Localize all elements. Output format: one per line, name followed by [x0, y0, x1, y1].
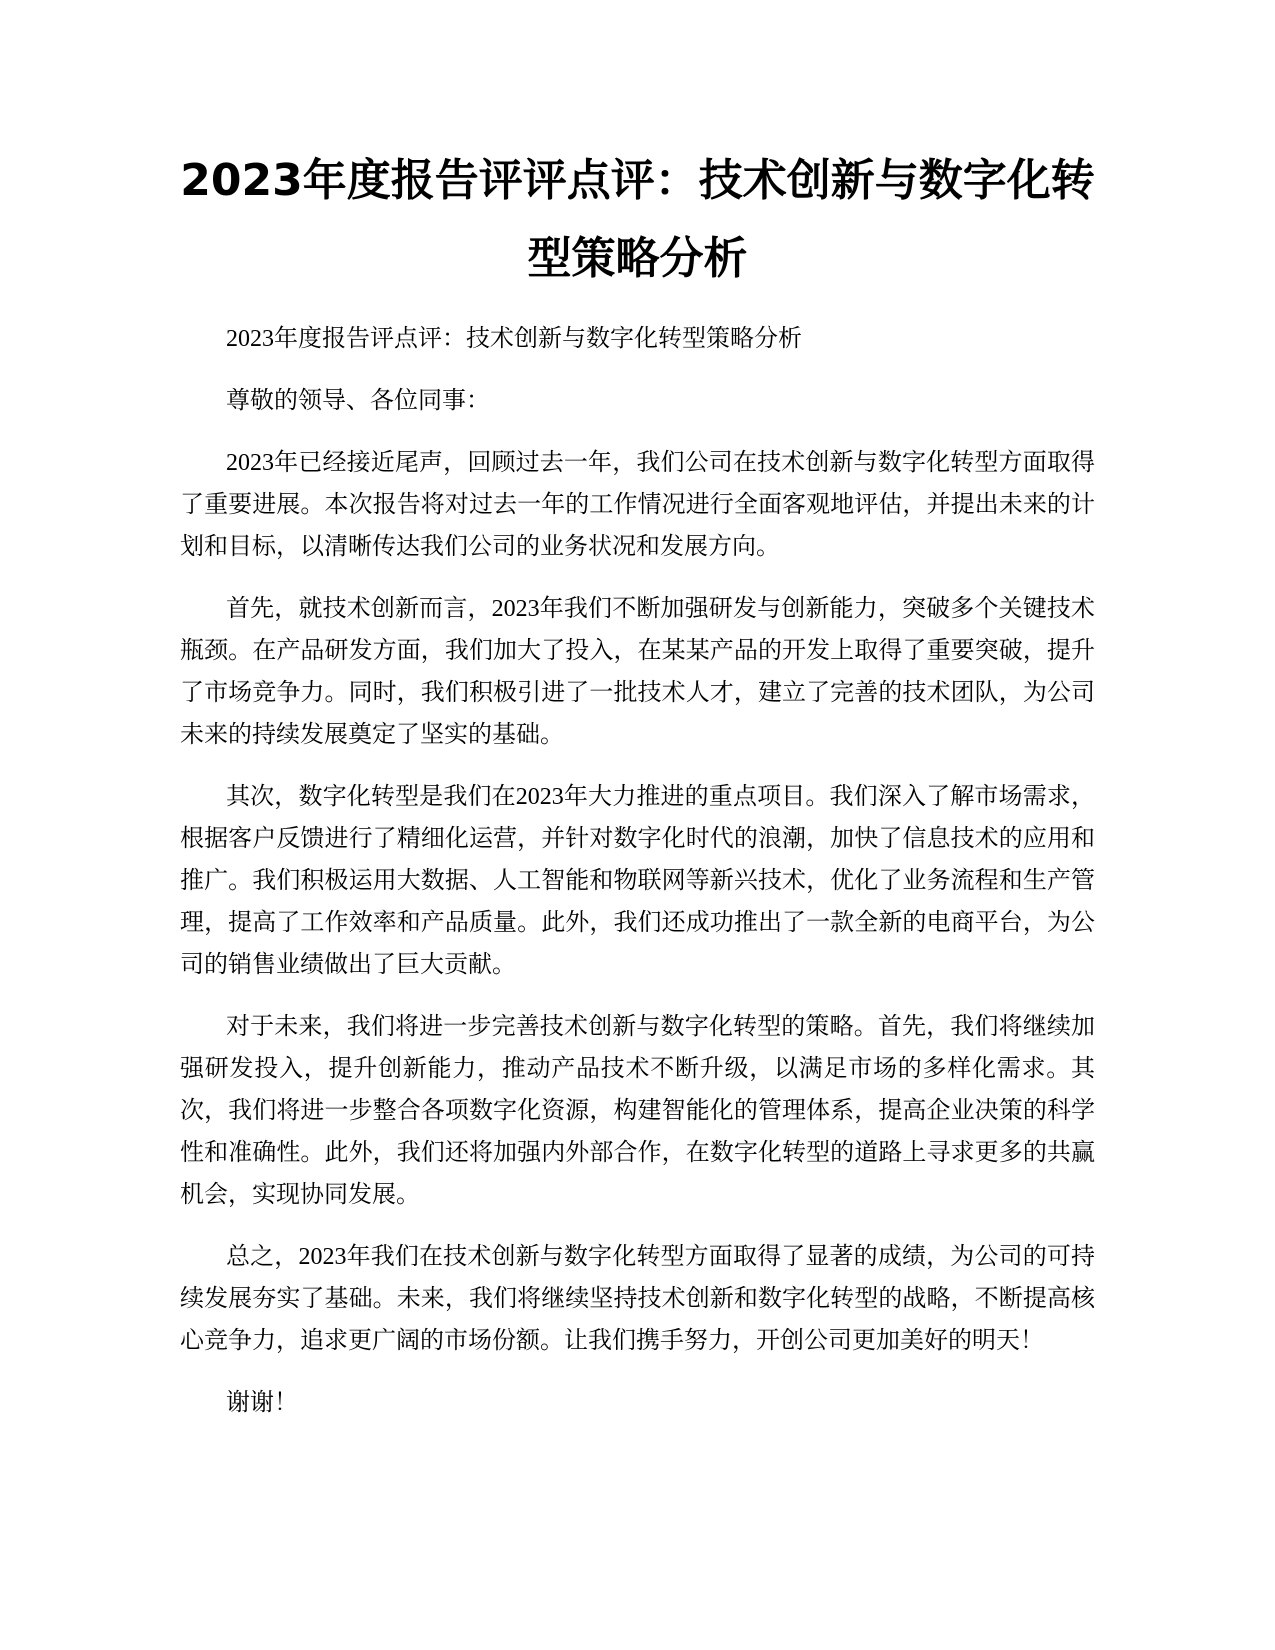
paragraph-future-plan: 对于未来，我们将进一步完善技术创新与数字化转型的策略。首先，我们将继续加强研发投入，提升创新能力，推动产品技术不断升级，以满足市场的多样化需求。其次，我们将进一步整合各项数字化资源，构建智能化的管理体系，提高企业决策的科学性和准确性。此外，我们还将加强内外部合作，在数字化转型的道路上寻求更多的共赢机会，实现协同发展。 [180, 1014, 1095, 1208]
paragraph-salutation: 尊敬的领导、各位同事： [226, 388, 490, 414]
paragraph-digital-transformation: 其次，数字化转型是我们在2023年大力推进的重点项目。我们深入了解市场需求，根据客户反馈进行了精细化运营，并针对数字化时代的浪潮，加快了信息技术的应用和推广。我们积极运用大数据、人工智能和物联网等新兴技术，优化了业务流程和生产管理，提高了工作效率和产品质量。此外，我们还成功推出了一款全新的电商平台，为公司的销售业绩做出了巨大贡献。 [180, 784, 1095, 978]
paragraph-tech-innovation: 首先，就技术创新而言，2023年我们不断加强研发与创新能力，突破多个关键技术瓶颈。在产品研发方面，我们加大了投入，在某某产品的开发上取得了重要突破，提升了市场竞争力。同时，我们积极引进了一批技术人才，建立了完善的技术团队，为公司未来的持续发展奠定了坚实的基础。 [180, 596, 1095, 748]
paragraph-intro: 2023年已经接近尾声，回顾过去一年，我们公司在技术创新与数字化转型方面取得了重要进展。本次报告将对过去一年的工作情况进行全面客观地评估，并提出未来的计划和目标，以清晰传达我们公司的业务状况和发展方向。 [180, 450, 1095, 560]
paragraph-thanks: 谢谢！ [226, 1390, 298, 1416]
paragraph-conclusion: 总之，2023年我们在技术创新与数字化转型方面取得了显著的成绩，为公司的可持续发展夯实了基础。未来，我们将继续坚持技术创新和数字化转型的战略，不断提高核心竞争力，追求更广阔的市场份额。让我们携手努力，开创公司更加美好的明天！ [180, 1244, 1095, 1354]
document-body [180, 318, 1095, 1444]
paragraph-heading-repeat: 2023年度报告评点评：技术创新与数字化转型策略分析 [226, 326, 802, 352]
document-title: 2023年度报告评评点评：技术创新与数字化转型策略分析 [180, 155, 1095, 284]
